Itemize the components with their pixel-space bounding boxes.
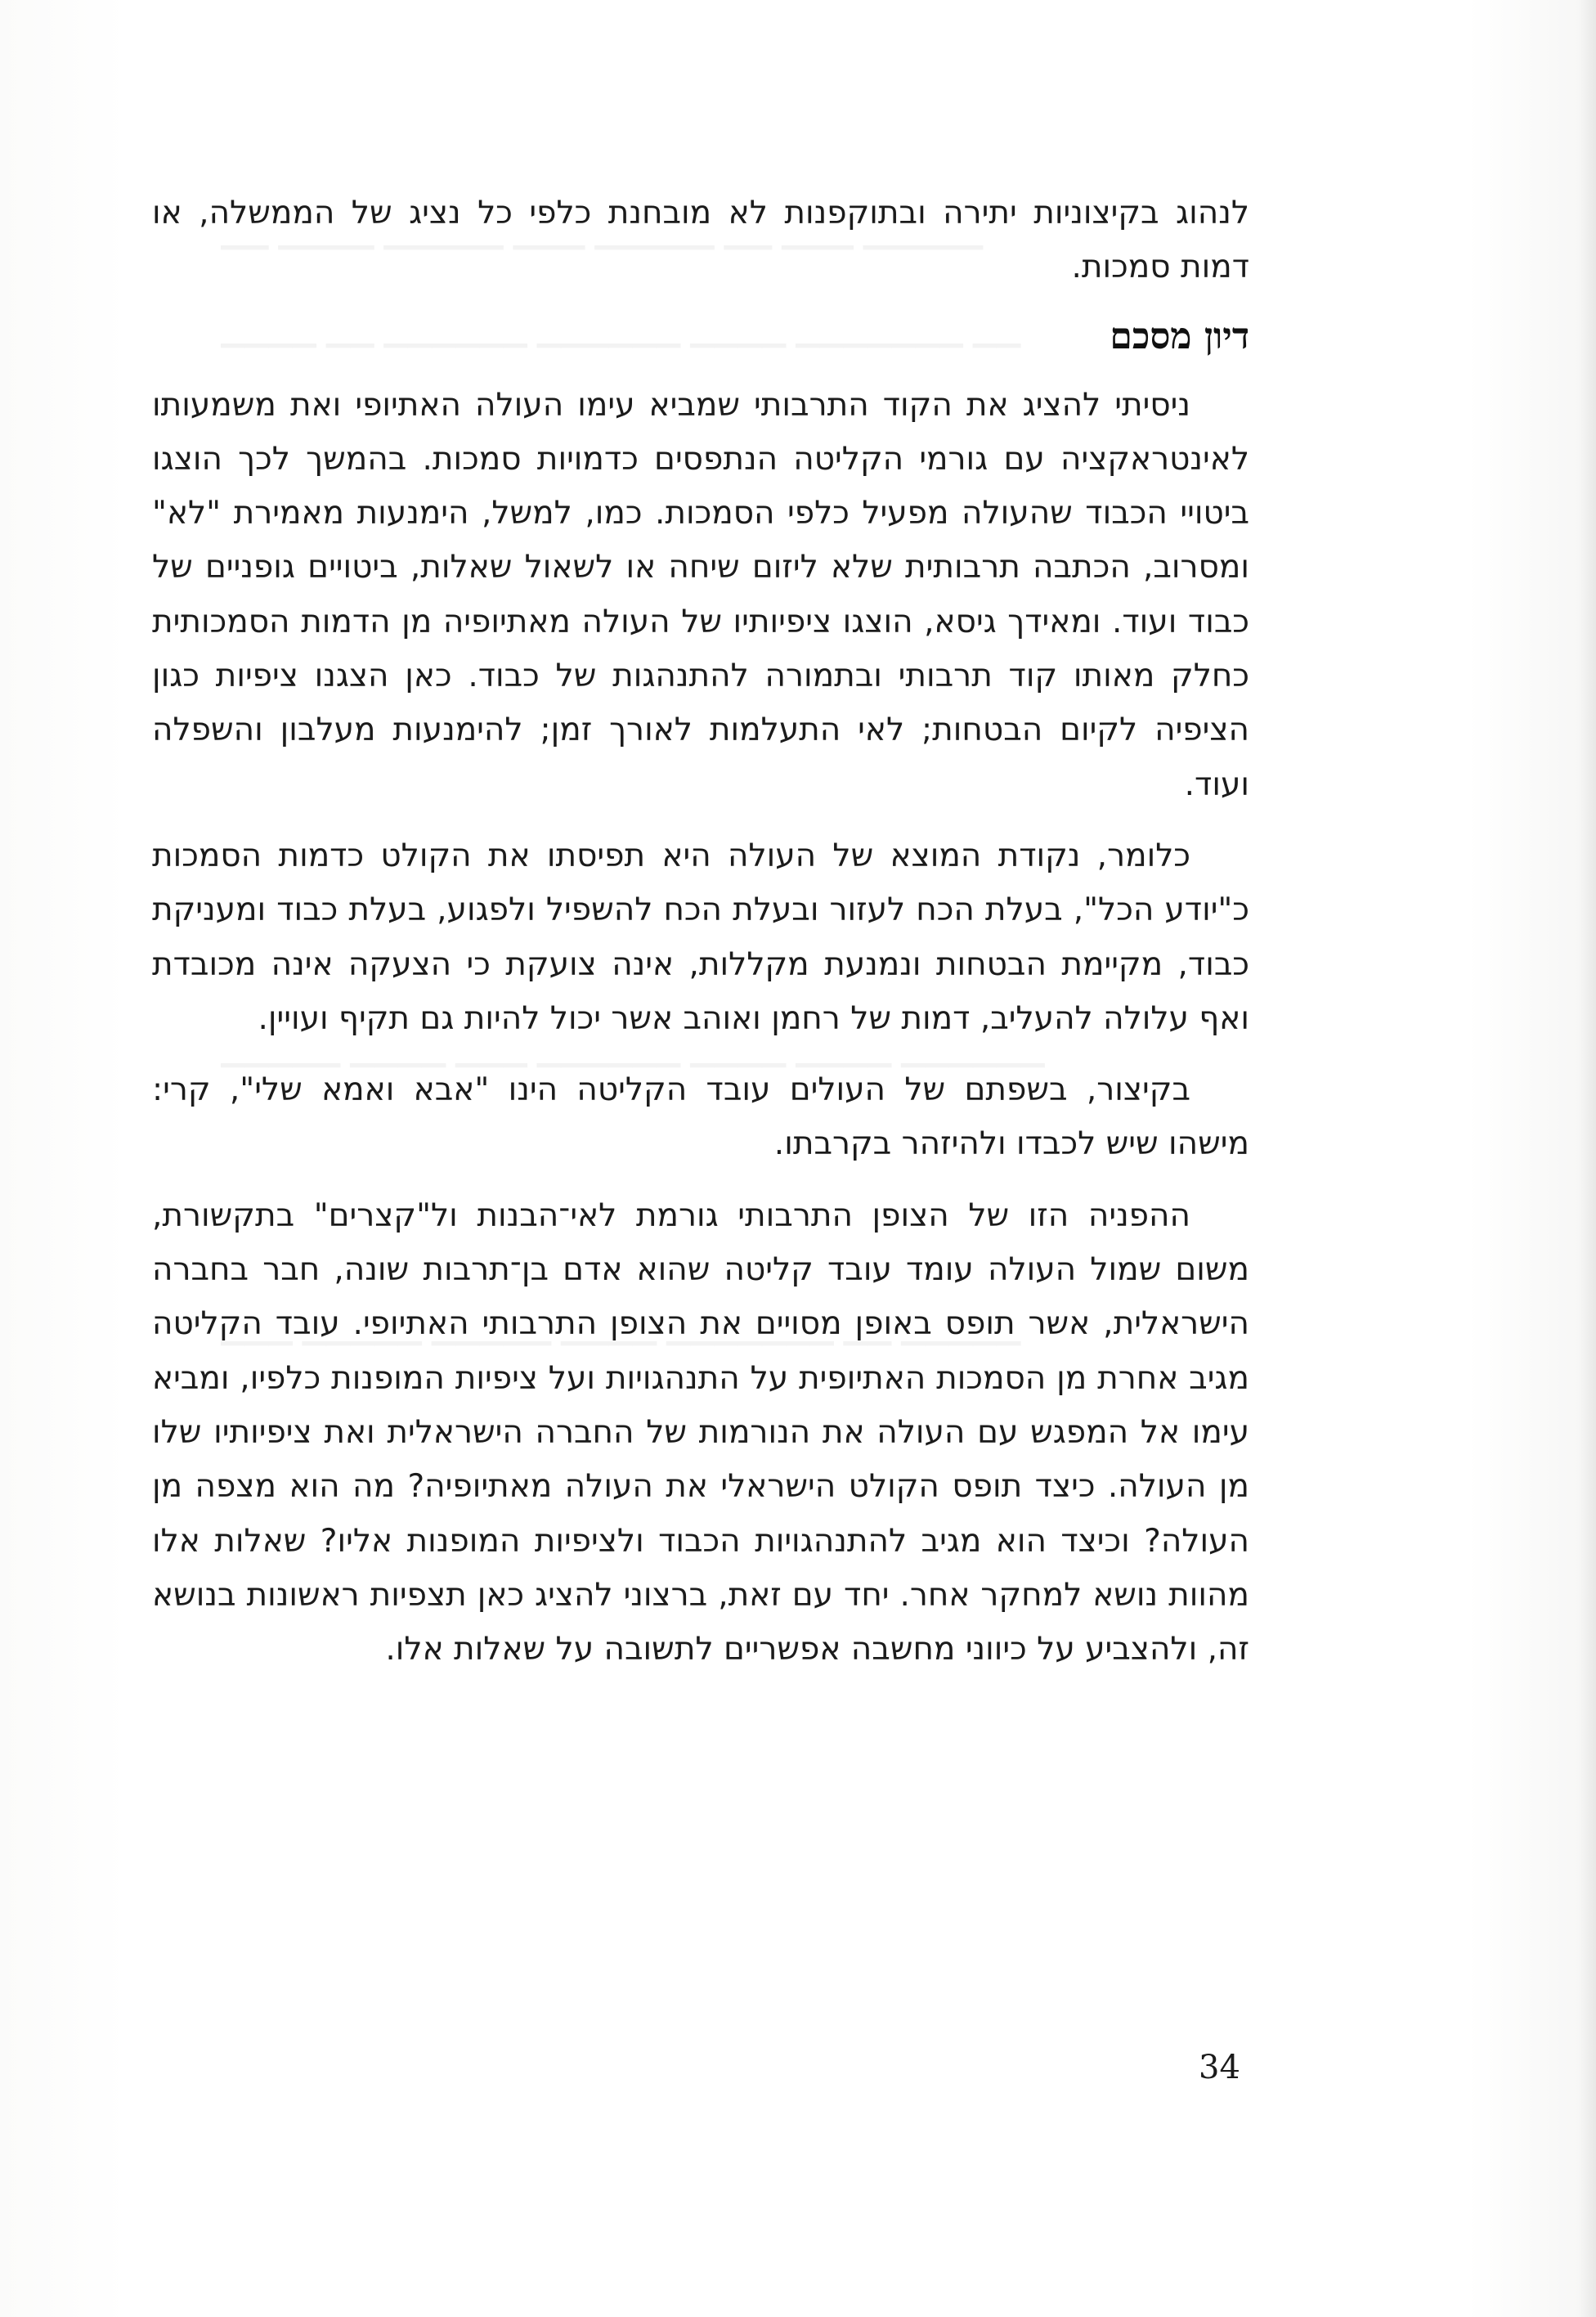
paragraph: ההפניה הזו של הצופן התרבותי גורמת לאי־הבנות ול"קצרים" בתקשורת, משום שמול העולה עומד עובד קליטה שהוא אדם בן־תרבות שונה, חבר בחברה הישראלית, אשר תופס באופן מסויים את הצופן התרבותי האתיופי. עובד הקליטה מגיב אחרת מן הסמכות האתיופית על התנהגויות ועל ציפיות המופנות כלפיו, ומביא עימו אל המפגש עם העולה את הנורמות של החברה הישראלית ואת ציפיותיו שלו מן העולה. כיצד תופס הקולט הישראלי את העולה מאתיופיה? מה הוא מצפה מן העולה? וכיצד הוא מגיב להתנהגויות הכבוד ולציפיות המופנות אליו? שאלות אלו מהוות נושא למחקר אחר. יחד עם זאת, ברצוני להציג כאן תצפיות ראשונות בנושא זה, ולהצביע על כיווני מחשבה אפשריים לתשובה על שאלות אלו. [152,1197,1249,1668]
page-edge-shadow [1578,0,1596,2317]
opening-paragraph: לנהוג בקיצוניות יתירה ובתוקפנות לא מובחנת כלפי כל נציג של הממשלה, או דמות סמכות. [152,195,1249,286]
body-text [152,186,1249,1694]
paragraph: ניסיתי להציג את הקוד התרבותי שמביא עימו העולה האתיופי ואת משמעותו לאינטראקציה עם גורמי הקליטה הנתפסים כדמויות סמכות. בהמשך לכך הוצגו ביטויי הכבוד שהעולה מפעיל כלפי הסמכות. כמו, למשל, הימנעות מאמירת "לא" ומסרוב, הכתבה תרבותית שלא ליזום שיחה או לשאול שאלות, ביטויים גופניים של כבוד ועוד. ומאידך גיסא, הוצגו ציפיותיו של העולה מאתיופיה מן הדמות הסמכותית כחלק מאותו קוד תרבותי ובתמורה להתנהגות של כבוד. כאן הצגנו ציפיות כגון הציפיה לקיום הבטחות; לאי התעלמות לאורך זמן; להימנעות מעלבון והשפלה ועוד. [152,386,1249,803]
paragraph: בקיצור, בשפתם של העולים עובד הקליטה הינו "אבא ואמא שלי", קרי: מישהו שיש לכבדו ולהיזהר בקרבתו. [152,1071,1249,1163]
section-heading: דיון מסכם [1110,315,1249,357]
page-number: 34 [1199,2049,1240,2086]
paragraph: כלומר, נקודת המוצא של העולה היא תפיסתו את הקולט כדמות הסמכות כ"יודע הכל", בעלת הכח לעזור ובעלת הכח להשפיל ולפגוע, בעלת כבוד ומעניקת כבוד, מקיימת הבטחות ונמנעת מקללות, אינה צועקת כי הצעקה אינה מכובדת ואף עלולה להעליב, דמות של רחמן ואוהב אשר יכול להיות גם תקיף ועויין. [152,837,1249,1037]
